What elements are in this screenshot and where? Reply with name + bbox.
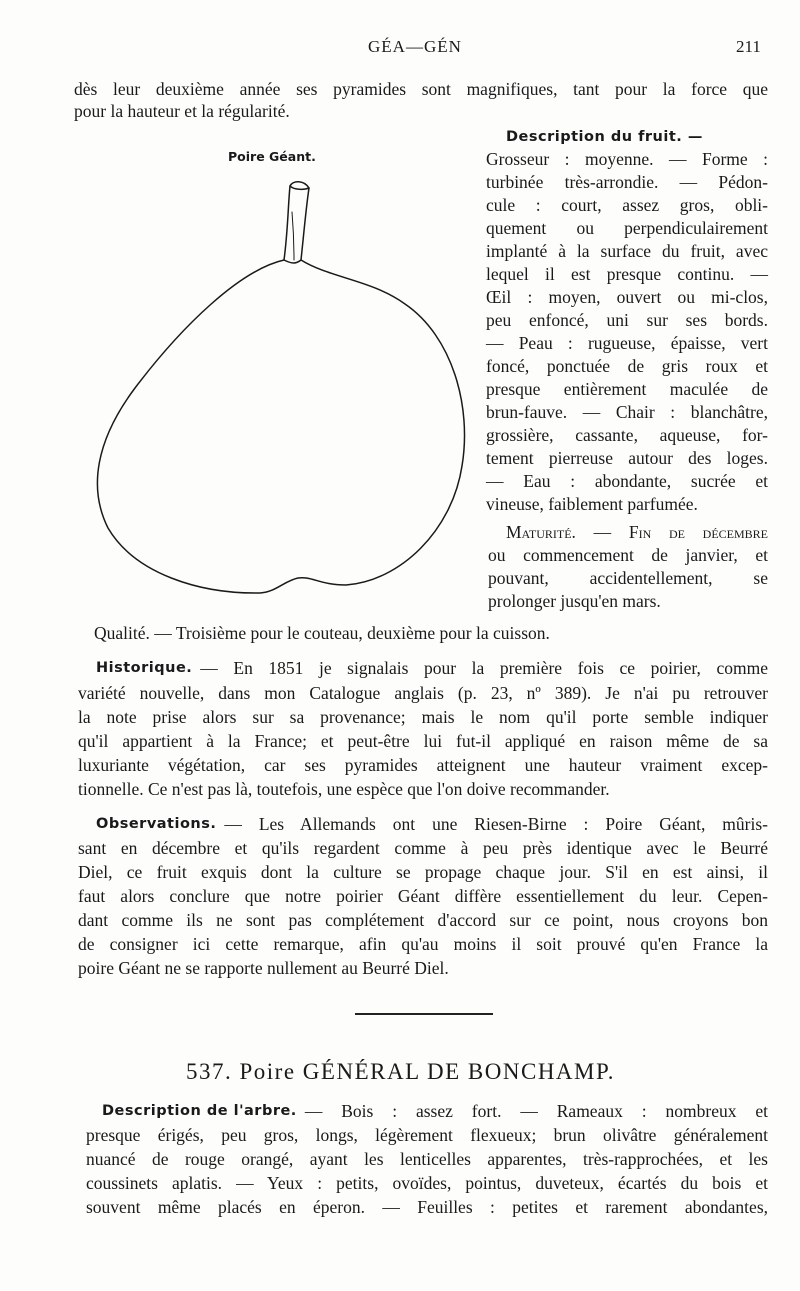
historique-line: qu'il appartient à la France; et peut-être lui fut-il appliqué en raison même de sa [78,731,768,751]
historique-line: — En 1851 je signalais pour la première fois ce poirier, comme [200,658,768,678]
desc-fruit-line: — Peau : rugueuse, épaisse, vert [486,333,768,353]
desc-fruit-heading [506,124,703,148]
observations-line: sant en décembre et qu'ils regardent comme à peu près identique avec le Beurré [78,838,768,858]
arbre-first-line [102,1100,768,1122]
desc-fruit-line: foncé, ponctuée de gris roux et [486,356,768,376]
desc-fruit-line: Grosseur : moyenne. — Forme : [486,149,768,169]
desc-fruit-line: cule : court, assez gros, obli- [486,195,768,215]
intro-line-2: pour la hauteur et la régularité. [74,101,290,121]
desc-fruit-line: Œil : moyen, ouvert ou mi-clos, [486,287,768,307]
historique-first-line [96,657,768,679]
desc-fruit-line: presque entièrement maculée de [486,379,768,399]
historique-line: tionnelle. Ce n'est pas là, toutefois, une espèce que l'on doive recommander. [78,779,610,799]
running-title: GÉA—GÉN [368,37,462,56]
observations-line: dant comme ils ne sont pas complétement d'accord sur ce point, nous croyons bon [78,910,768,930]
figure-caption: Poire Géant. [228,149,316,164]
arbre-line: nuancé de rouge orangé, ayant les lenticelles apparentes, très-rapprochées, et les [86,1149,768,1169]
maturite-line: Maturité. — Fin de décembre [506,522,768,542]
desc-fruit-line: turbinée très-arrondie. — Pédon- [486,172,768,192]
historique-heading: Historique. [96,660,193,676]
observations-heading: Observations. [96,816,217,832]
historique-line: la note prise alors sur sa provenance; mais le nom qu'il porte semble indiquer [78,707,768,727]
observations-line: — Les Allemands ont une Riesen-Birne : Poire Géant, mûris- [224,814,768,834]
pear-illustration [80,176,480,616]
observations-line: Diel, ce fruit exquis dont la culture se propage chaque jour. S'il en est ainsi, il [78,862,768,882]
arbre-line: souvent même placés en éperon. — Feuilles : petites et rarement abondantes, [86,1197,768,1217]
desc-fruit-heading-text: Description du fruit. — [506,129,703,145]
historique-line: luxuriante végétation, car ses pyramides atteignent une hauteur vraiment excep- [78,755,768,775]
qualite-line: Qualité. — Troisième pour le couteau, deuxième pour la cuisson. [94,623,550,643]
page-number: 211 [736,37,761,56]
desc-fruit-line: — Eau : abondante, sucrée et [486,471,768,491]
desc-fruit-line: grossière, cassante, aqueuse, for- [486,425,768,445]
observations-line: poire Géant ne se rapporte nullement au Beurré Diel. [78,958,449,978]
maturite-line: ou commencement de janvier, et [488,545,768,565]
desc-fruit-line: implanté à la surface du fruit, avec [486,241,768,261]
section-separator [355,1013,493,1015]
observations-first-line [96,813,768,835]
arbre-line: — Bois : assez fort. — Rameaux : nombreux et [304,1101,768,1121]
desc-fruit-line: lequel il est presque continu. — [486,264,768,284]
desc-fruit-line: peu enfoncé, uni sur ses bords. [486,310,768,330]
intro-line-1: dès leur deuxième année ses pyramides sont magnifiques, tant pour la force que [74,79,768,99]
entry-title: 537. Poire GÉNÉRAL DE BONCHAMP. [186,1059,615,1084]
desc-fruit-line: vineuse, faiblement parfumée. [486,494,698,514]
arbre-line: presque érigés, peu gros, longs, légèrement flexueux; brun olivâtre généralement [86,1125,768,1145]
desc-fruit-line: quement ou perpendiculairement [486,218,768,238]
maturite-line: pouvant, accidentellement, se [488,568,768,588]
observations-line: faut alors conclure que notre poirier Géant diffère essentiellement du leur. Cepen- [78,886,768,906]
observations-line: de consigner ici cette remarque, afin qu'au moins il soit prouvé qu'en France la [78,934,768,954]
desc-fruit-line: brun-fauve. — Chair : blanchâtre, [486,402,768,422]
arbre-heading: Description de l'arbre. [102,1103,297,1119]
arbre-line: coussinets aplatis. — Yeux : petits, ovoïdes, pointus, duveteux, écartés du bois et [86,1173,768,1193]
maturite-line: prolonger jusqu'en mars. [488,591,661,611]
desc-fruit-line: tement pierreuse autour des loges. [486,448,768,468]
historique-line: variété nouvelle, dans mon Catalogue anglais (p. 23, nº 389). Je n'ai pu retrouver [78,683,768,703]
